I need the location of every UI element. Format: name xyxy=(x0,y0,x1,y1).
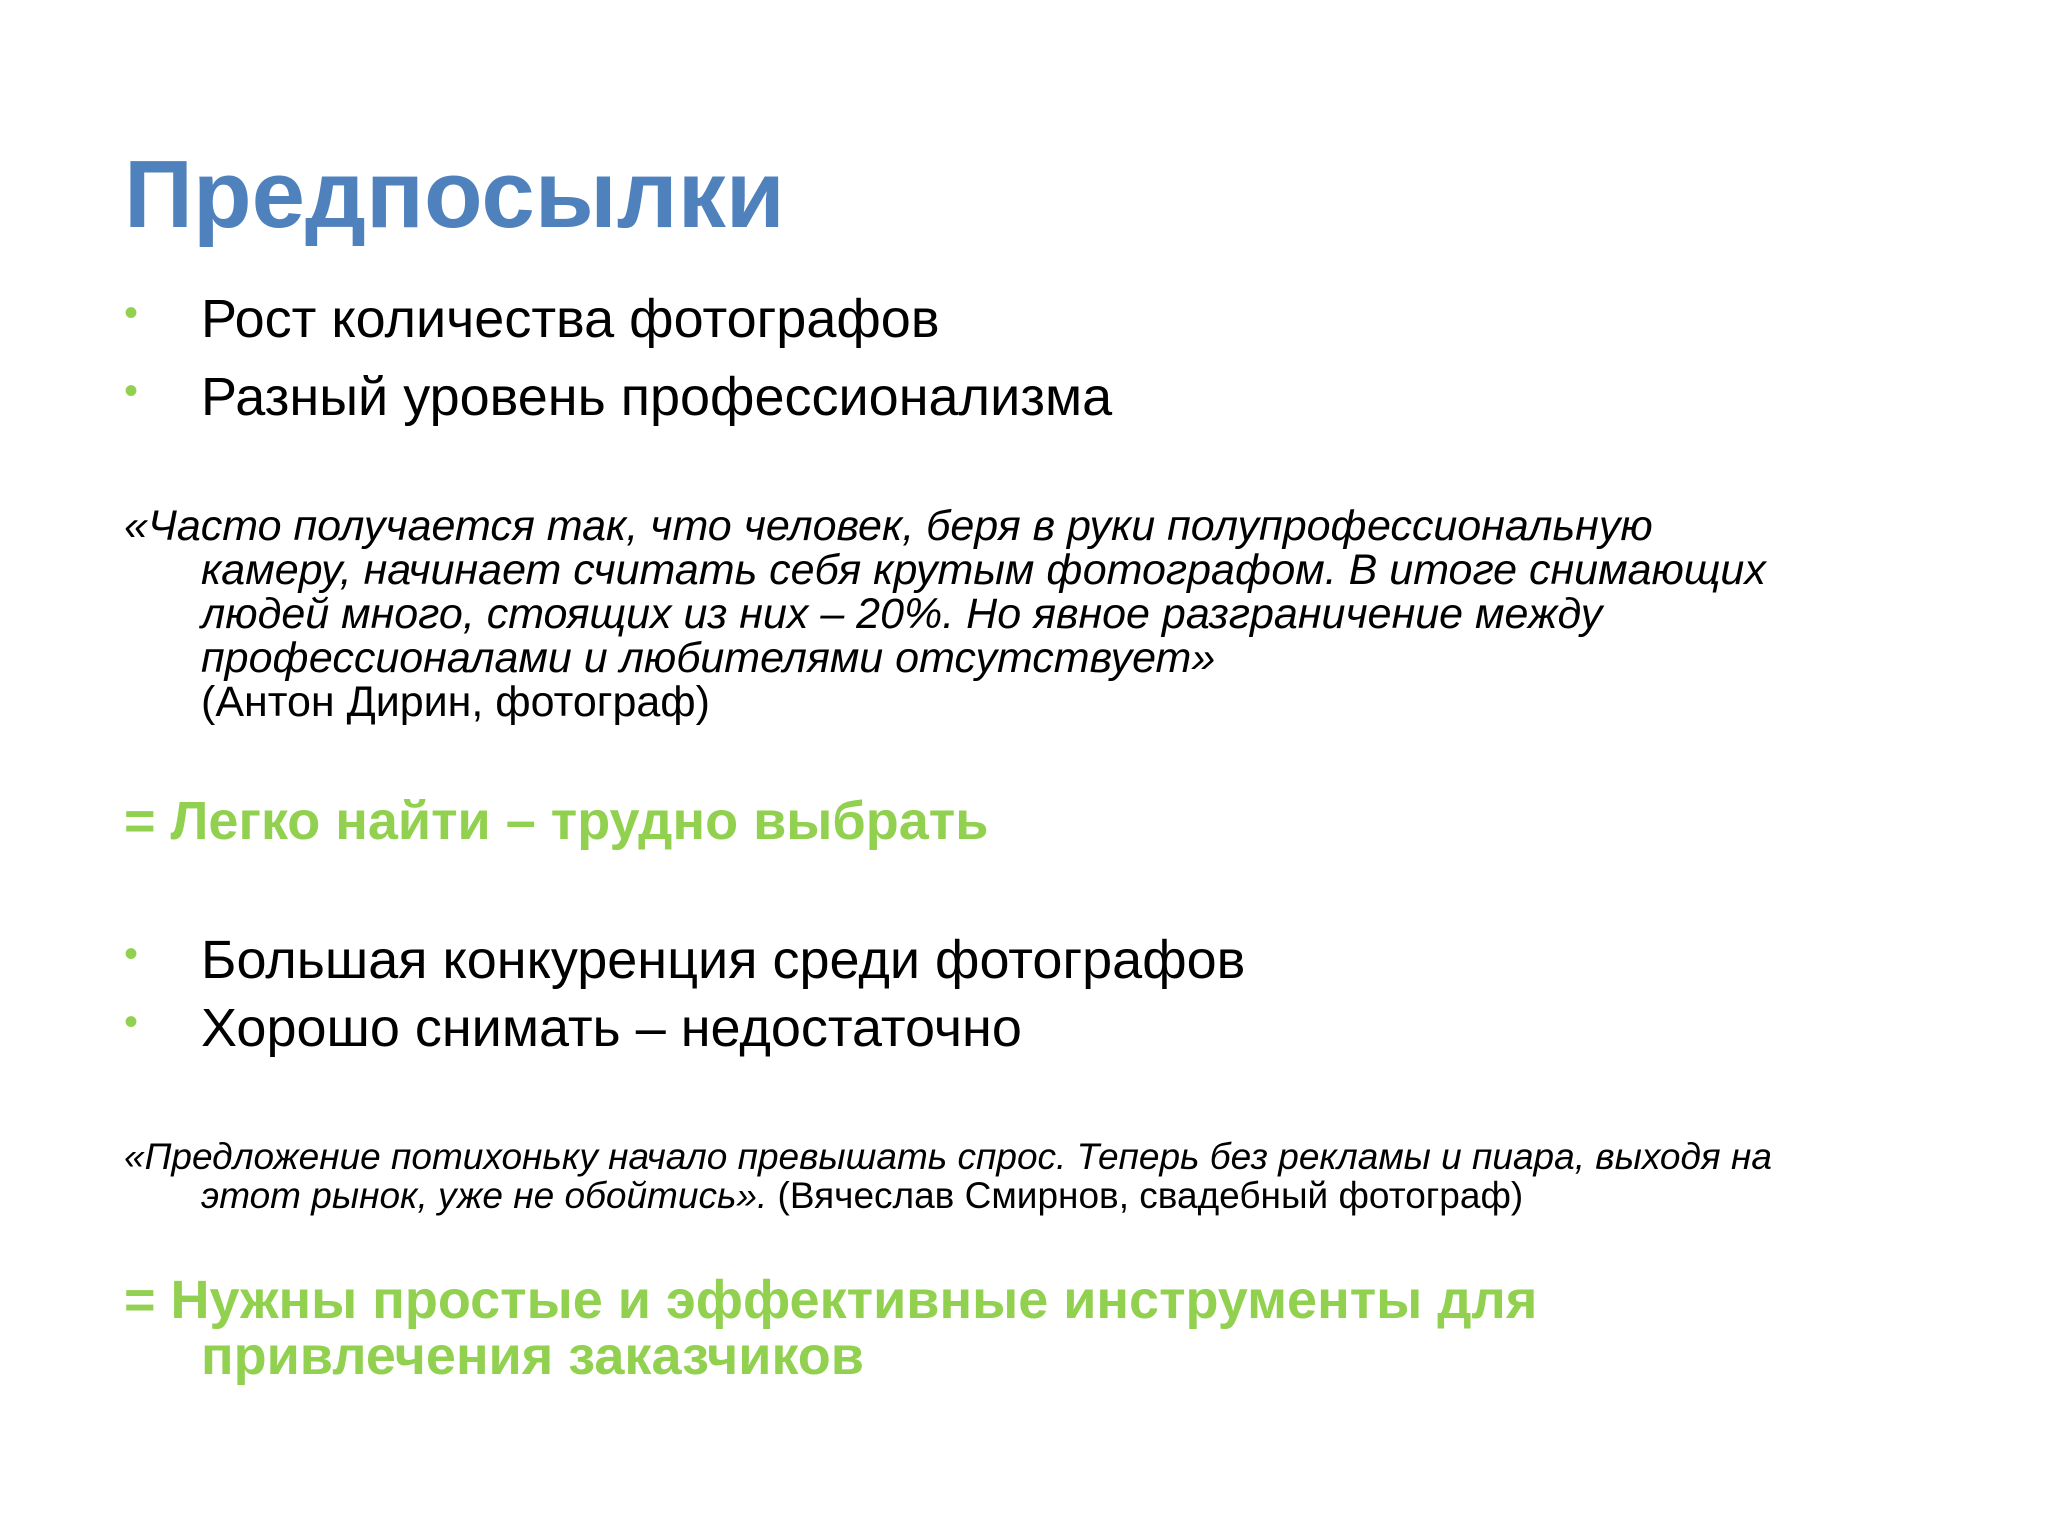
bullet-dot-icon: • xyxy=(124,932,139,976)
conclusion-need-tools xyxy=(124,1272,1537,1384)
bullet-item xyxy=(124,995,1245,1063)
quote-line: людей много, стоящих из них – 20%. Но явное разграничение между xyxy=(201,590,1603,638)
conclusion-easy-to-find: = Легко найти – трудно выбрать xyxy=(124,791,989,851)
quote-line: «Предложение потихоньку начало превышать спрос. Теперь без рекламы и пиара, выходя на xyxy=(124,1136,1772,1177)
quote-line: профессионалами и любителями отсутствует» xyxy=(201,634,1216,682)
bullet-dot-icon: • xyxy=(124,291,139,335)
bullet-dot-icon: • xyxy=(124,369,139,413)
bullet-text: Большая конкуренция среди фотографов xyxy=(201,930,1246,990)
conclusion-line: привлечения заказчиков xyxy=(201,1326,864,1386)
bullet-item xyxy=(124,927,1245,995)
bullet-item xyxy=(124,284,1112,362)
quote-photographer-dirin xyxy=(124,504,1944,724)
bullet-list-premises xyxy=(124,284,1112,440)
quote-author: (Антон Дирин, фотограф) xyxy=(201,678,710,726)
slide-title: Предпосылки xyxy=(124,141,785,248)
bullet-list-competition xyxy=(124,927,1245,1063)
bullet-dot-icon: • xyxy=(124,1000,139,1044)
quote-author: (Вячеслав Смирнов, свадебный фотограф) xyxy=(767,1175,1524,1216)
conclusion-line: = Нужны простые и эффективные инструменты для xyxy=(124,1270,1538,1330)
bullet-text: Хорошо снимать – недостаточно xyxy=(201,998,1022,1058)
bullet-text: Рост количества фотографов xyxy=(201,289,940,349)
quote-photographer-smirnov xyxy=(124,1137,1944,1215)
quote-line-italic: этот рынок, уже не обойтись». xyxy=(201,1175,768,1216)
bullet-item xyxy=(124,362,1112,440)
quote-line: «Часто получается так, что человек, беря в руки полупрофессиональную xyxy=(124,502,1653,550)
quote-line: камеру, начинает считать себя крутым фотографом. В итоге снимающих xyxy=(201,546,1766,594)
bullet-text: Разный уровень профессионализма xyxy=(201,367,1113,427)
quote-line xyxy=(124,1176,1944,1215)
